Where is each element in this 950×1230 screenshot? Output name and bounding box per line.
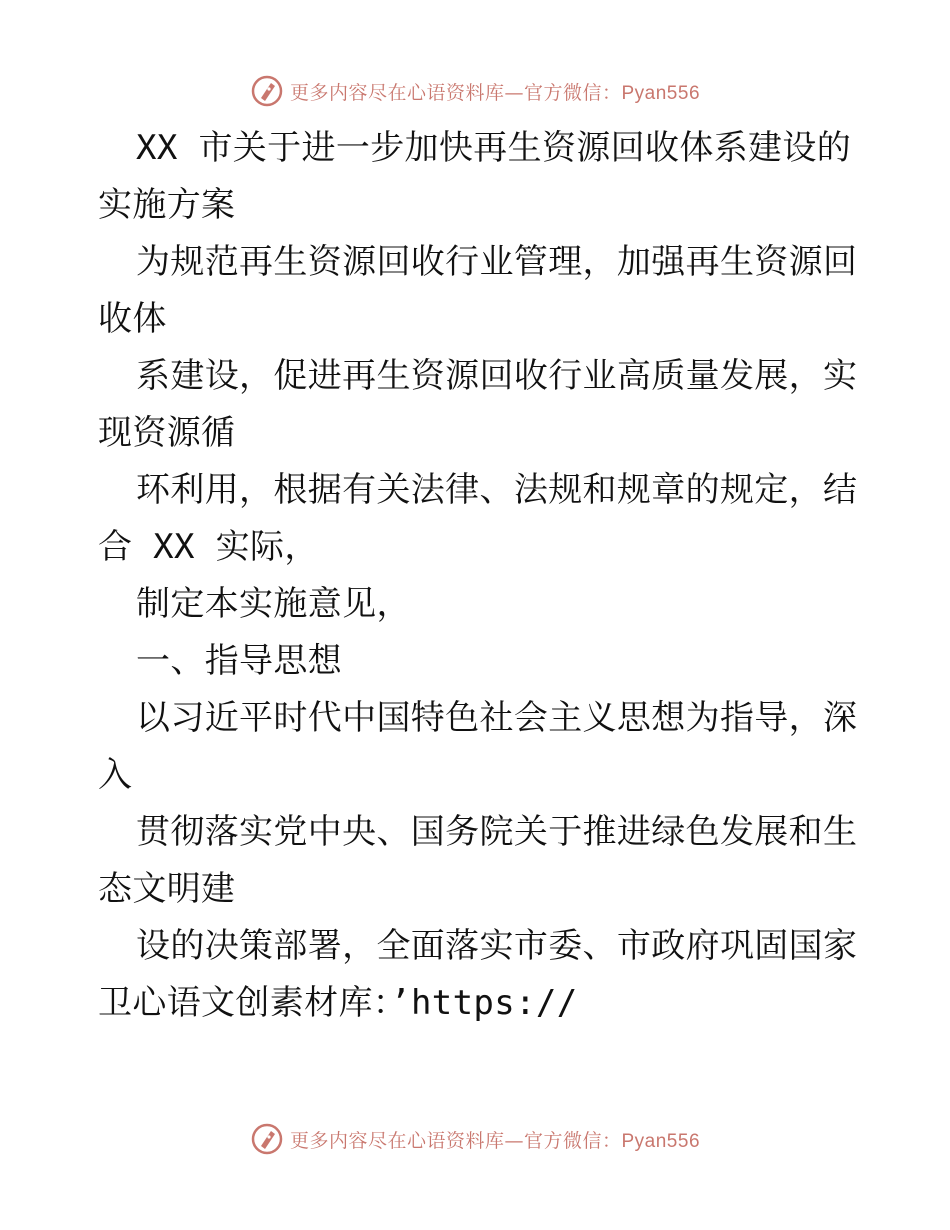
- document-body: [98, 120, 858, 1032]
- doc-line: 卫心语文创素材库：’https://: [98, 983, 578, 1023]
- doc-line: 态文明建: [98, 869, 236, 909]
- doc-title-line-2: 实施方案: [98, 185, 236, 225]
- doc-line: 入: [98, 755, 133, 795]
- footer-watermark: [0, 1119, 950, 1159]
- doc-line: 合 XX 实际，: [98, 527, 319, 567]
- pen-nib-logo-icon: [250, 1122, 284, 1156]
- doc-title-line-1: XX 市关于进一步加快再生资源回收体系建设的: [136, 128, 852, 168]
- doc-line: 为规范再生资源回收行业管理，加强再生资源回: [136, 242, 858, 282]
- header-watermark: [0, 71, 950, 111]
- watermark-wechat-id: Pyan556: [621, 82, 701, 104]
- doc-line: 收体: [98, 299, 167, 339]
- watermark-text: 更多内容尽在心语资料库—官方微信：: [289, 1129, 622, 1152]
- doc-line: 以习近平时代中国特色社会主义思想为指导，深: [136, 698, 858, 738]
- doc-line: 贯彻落实党中央、国务院关于推进绿色发展和生: [136, 812, 858, 852]
- doc-line: 制定本实施意见，: [136, 584, 411, 624]
- doc-line: 现资源循: [98, 413, 236, 453]
- section-heading: 一、指导思想: [136, 641, 343, 681]
- watermark-wechat-id: Pyan556: [621, 1130, 701, 1152]
- doc-line: 环利用，根据有关法律、法规和规章的规定，结: [136, 470, 858, 510]
- doc-line: 系建设，促进再生资源回收行业高质量发展，实: [136, 356, 858, 396]
- pen-nib-logo-icon: [250, 74, 284, 108]
- watermark-text: 更多内容尽在心语资料库—官方微信：: [289, 81, 622, 104]
- doc-line: 设的决策部署，全面落实市委、市政府巩固国家: [136, 926, 858, 966]
